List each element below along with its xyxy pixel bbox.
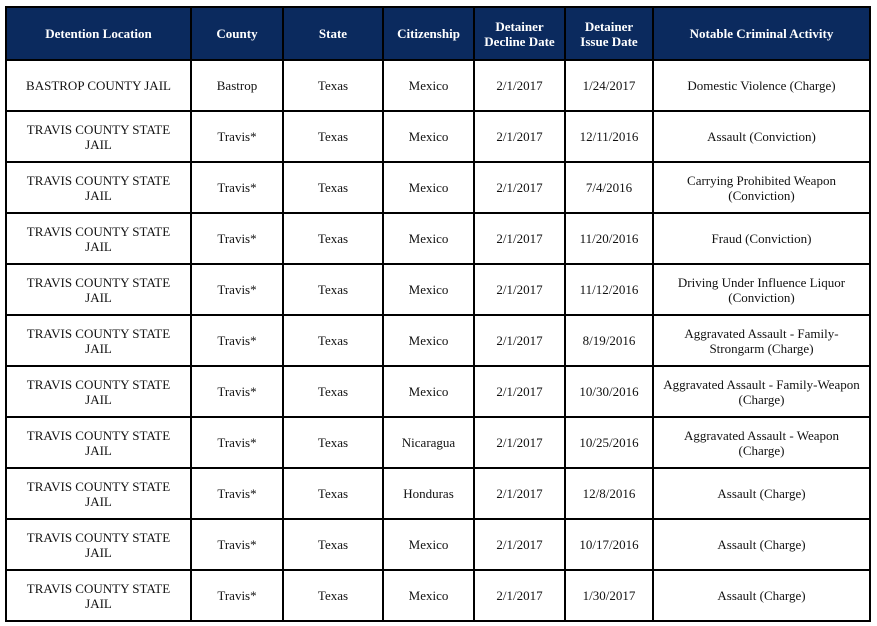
cell-citizenship: Mexico — [383, 60, 474, 111]
cell-detention-location: TRAVIS COUNTY STATE JAIL — [6, 162, 191, 213]
cell-decline-date: 2/1/2017 — [474, 417, 565, 468]
cell-criminal-activity: Assault (Conviction) — [653, 111, 870, 162]
cell-county: Travis* — [191, 468, 283, 519]
table-row — [6, 468, 870, 519]
cell-issue-date: 1/30/2017 — [565, 570, 653, 621]
cell-criminal-activity: Aggravated Assault - Family-Strongarm (Charge) — [653, 315, 870, 366]
cell-issue-date: 1/24/2017 — [565, 60, 653, 111]
cell-state: Texas — [283, 162, 383, 213]
cell-criminal-activity: Assault (Charge) — [653, 468, 870, 519]
cell-county: Travis* — [191, 213, 283, 264]
cell-citizenship: Mexico — [383, 162, 474, 213]
cell-detention-location: BASTROP COUNTY JAIL — [6, 60, 191, 111]
detainer-table — [5, 6, 871, 622]
cell-criminal-activity: Assault (Charge) — [653, 519, 870, 570]
table-row — [6, 366, 870, 417]
cell-citizenship: Nicaragua — [383, 417, 474, 468]
cell-county: Travis* — [191, 570, 283, 621]
cell-issue-date: 8/19/2016 — [565, 315, 653, 366]
cell-citizenship: Mexico — [383, 570, 474, 621]
table-row — [6, 417, 870, 468]
cell-county: Travis* — [191, 417, 283, 468]
cell-criminal-activity: Aggravated Assault - Weapon (Charge) — [653, 417, 870, 468]
header-notable-criminal-activity: Notable Criminal Activity — [653, 7, 870, 60]
cell-state: Texas — [283, 60, 383, 111]
cell-county: Travis* — [191, 162, 283, 213]
cell-decline-date: 2/1/2017 — [474, 366, 565, 417]
cell-state: Texas — [283, 519, 383, 570]
cell-issue-date: 7/4/2016 — [565, 162, 653, 213]
cell-issue-date: 10/17/2016 — [565, 519, 653, 570]
table-row — [6, 213, 870, 264]
cell-state: Texas — [283, 264, 383, 315]
cell-issue-date: 11/12/2016 — [565, 264, 653, 315]
cell-county: Travis* — [191, 519, 283, 570]
cell-state: Texas — [283, 570, 383, 621]
cell-decline-date: 2/1/2017 — [474, 519, 565, 570]
cell-criminal-activity: Fraud (Conviction) — [653, 213, 870, 264]
table-header — [6, 7, 870, 60]
header-county: County — [191, 7, 283, 60]
cell-criminal-activity: Driving Under Influence Liquor (Conviction) — [653, 264, 870, 315]
cell-county: Travis* — [191, 315, 283, 366]
cell-citizenship: Mexico — [383, 315, 474, 366]
cell-county: Bastrop — [191, 60, 283, 111]
cell-decline-date: 2/1/2017 — [474, 264, 565, 315]
cell-decline-date: 2/1/2017 — [474, 468, 565, 519]
cell-county: Travis* — [191, 111, 283, 162]
cell-decline-date: 2/1/2017 — [474, 111, 565, 162]
cell-decline-date: 2/1/2017 — [474, 570, 565, 621]
cell-state: Texas — [283, 366, 383, 417]
cell-issue-date: 12/8/2016 — [565, 468, 653, 519]
cell-citizenship: Mexico — [383, 264, 474, 315]
table-row — [6, 570, 870, 621]
cell-state: Texas — [283, 417, 383, 468]
cell-citizenship: Mexico — [383, 366, 474, 417]
header-citizenship: Citizenship — [383, 7, 474, 60]
document-page — [5, 6, 869, 622]
table-row — [6, 111, 870, 162]
cell-county: Travis* — [191, 366, 283, 417]
cell-criminal-activity: Aggravated Assault - Family-Weapon (Charge) — [653, 366, 870, 417]
cell-decline-date: 2/1/2017 — [474, 315, 565, 366]
cell-detention-location: TRAVIS COUNTY STATE JAIL — [6, 468, 191, 519]
cell-detention-location: TRAVIS COUNTY STATE JAIL — [6, 315, 191, 366]
cell-detention-location: TRAVIS COUNTY STATE JAIL — [6, 264, 191, 315]
cell-detention-location: TRAVIS COUNTY STATE JAIL — [6, 366, 191, 417]
cell-detention-location: TRAVIS COUNTY STATE JAIL — [6, 213, 191, 264]
cell-state: Texas — [283, 111, 383, 162]
cell-detention-location: TRAVIS COUNTY STATE JAIL — [6, 111, 191, 162]
cell-citizenship: Mexico — [383, 519, 474, 570]
cell-state: Texas — [283, 315, 383, 366]
cell-criminal-activity: Assault (Charge) — [653, 570, 870, 621]
cell-decline-date: 2/1/2017 — [474, 162, 565, 213]
table-row — [6, 60, 870, 111]
cell-issue-date: 10/30/2016 — [565, 366, 653, 417]
cell-county: Travis* — [191, 264, 283, 315]
cell-decline-date: 2/1/2017 — [474, 213, 565, 264]
cell-citizenship: Mexico — [383, 213, 474, 264]
header-state: State — [283, 7, 383, 60]
header-row — [6, 7, 870, 60]
cell-state: Texas — [283, 213, 383, 264]
table-row — [6, 519, 870, 570]
cell-issue-date: 11/20/2016 — [565, 213, 653, 264]
cell-criminal-activity: Domestic Violence (Charge) — [653, 60, 870, 111]
cell-state: Texas — [283, 468, 383, 519]
cell-detention-location: TRAVIS COUNTY STATE JAIL — [6, 570, 191, 621]
cell-criminal-activity: Carrying Prohibited Weapon (Conviction) — [653, 162, 870, 213]
table-row — [6, 162, 870, 213]
cell-issue-date: 10/25/2016 — [565, 417, 653, 468]
cell-issue-date: 12/11/2016 — [565, 111, 653, 162]
table-row — [6, 315, 870, 366]
table-row — [6, 264, 870, 315]
header-detainer-decline-date: Detainer Decline Date — [474, 7, 565, 60]
table-body — [6, 60, 870, 621]
header-detention-location: Detention Location — [6, 7, 191, 60]
cell-citizenship: Honduras — [383, 468, 474, 519]
cell-decline-date: 2/1/2017 — [474, 60, 565, 111]
cell-detention-location: TRAVIS COUNTY STATE JAIL — [6, 417, 191, 468]
cell-detention-location: TRAVIS COUNTY STATE JAIL — [6, 519, 191, 570]
cell-citizenship: Mexico — [383, 111, 474, 162]
header-detainer-issue-date: Detainer Issue Date — [565, 7, 653, 60]
